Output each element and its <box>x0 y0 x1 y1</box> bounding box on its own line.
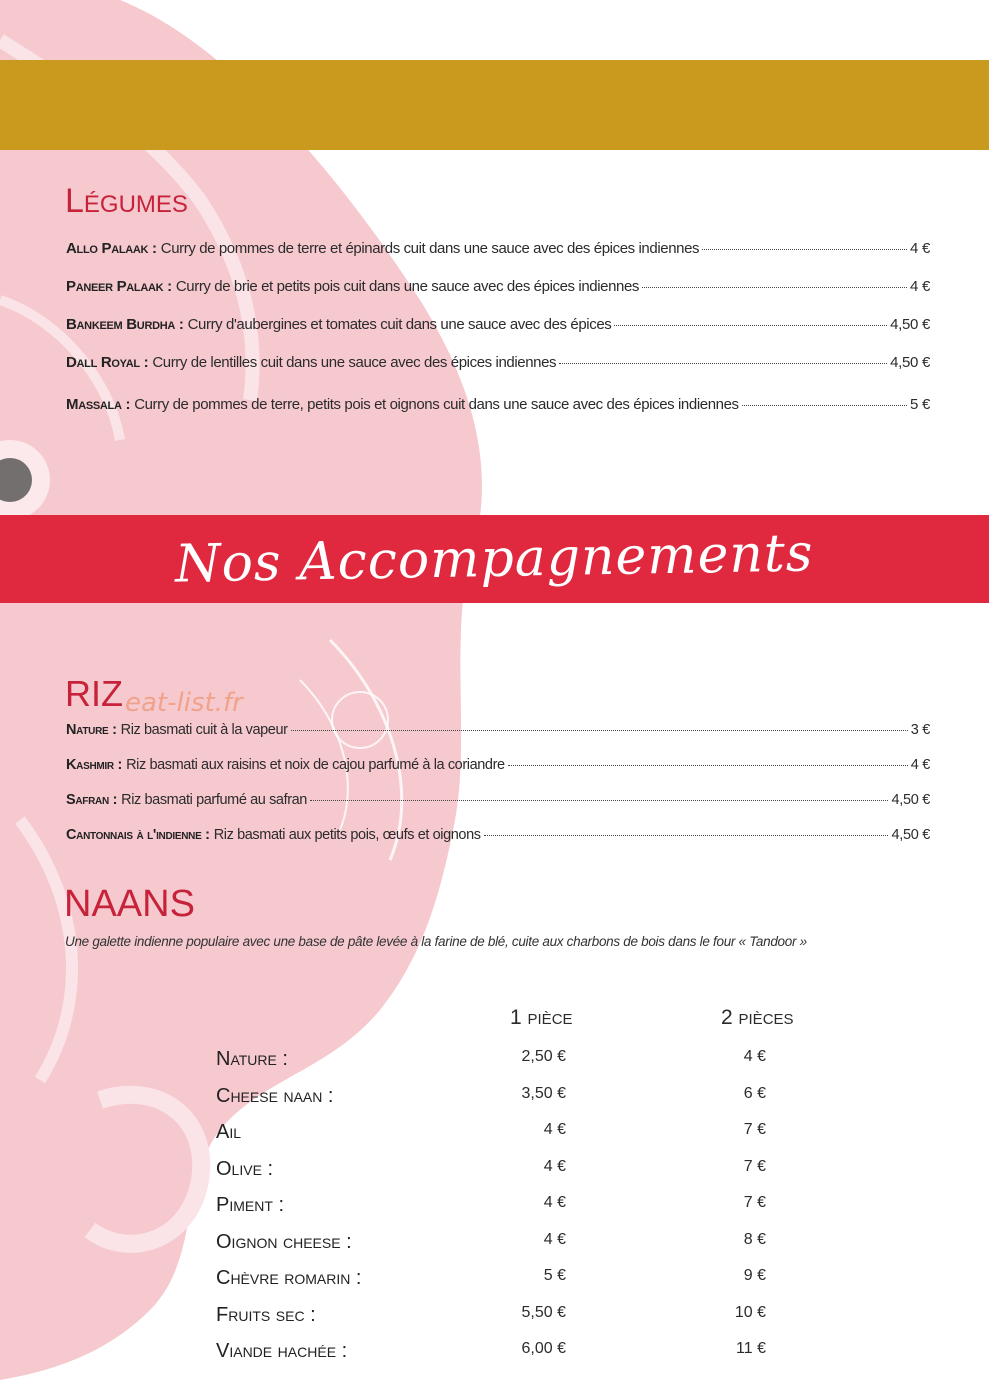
table-row <box>216 1263 816 1300</box>
price-two-pieces: 8 € <box>743 1230 766 1248</box>
item-description: Riz basmati parfumé au safran <box>121 792 307 808</box>
naan-name: Fruits sec : <box>216 1303 316 1326</box>
price-one-piece: 3,50 € <box>521 1084 566 1102</box>
table-row <box>216 1081 816 1118</box>
price-one-piece: 5,50 € <box>521 1303 566 1321</box>
dot-leader <box>642 287 907 288</box>
legumes-list <box>66 240 930 434</box>
table-header <box>216 1006 816 1044</box>
price-one-piece: 4 € <box>543 1230 566 1248</box>
price-two-pieces: 7 € <box>743 1121 766 1138</box>
table-row <box>216 1227 816 1264</box>
item-description: Riz basmati aux petits pois, œufs et oignons <box>213 827 481 843</box>
table-row <box>216 1190 816 1227</box>
naans-title: NAANS <box>64 883 195 925</box>
dot-leader <box>559 363 887 364</box>
list-item <box>66 757 930 792</box>
list-item <box>66 278 930 316</box>
price-two-pieces: 7 € <box>743 1157 766 1175</box>
naan-name: Piment : <box>216 1194 285 1216</box>
naan-name: Olive : <box>216 1157 274 1180</box>
item-price: 4 € <box>910 757 930 773</box>
list-item <box>66 396 930 434</box>
item-price: 4,50 € <box>890 316 930 333</box>
riz-list <box>66 722 930 862</box>
table-row <box>216 1117 816 1154</box>
price-two-pieces: 10 € <box>734 1303 766 1321</box>
price-one-piece: 4 € <box>543 1157 566 1175</box>
dot-leader <box>702 249 907 250</box>
item-name: Paneer Palaak : <box>66 278 172 295</box>
riz-title: RIZ <box>65 673 123 714</box>
table-row <box>216 1154 816 1191</box>
dot-leader <box>310 800 889 801</box>
table-row <box>216 1300 816 1337</box>
dot-leader <box>484 835 889 836</box>
item-name: Dall Royal : <box>66 354 149 371</box>
naan-name: Chèvre romarin : <box>216 1267 362 1289</box>
item-name: Allo Palaak : <box>66 240 157 257</box>
list-item <box>66 827 930 862</box>
item-description: Riz basmati aux raisins et noix de cajou parfumé à la coriandre <box>126 757 505 773</box>
dot-leader <box>291 730 908 731</box>
item-description: Curry de pommes de terre, petits pois et oignons cuit dans une sauce avec des épices indiennes <box>134 396 739 413</box>
item-description: Curry de pommes de terre et épinards cuit dans une sauce avec des épices indiennes <box>160 240 700 257</box>
price-one-piece: 6,00 € <box>521 1340 566 1357</box>
watermark: eat-list.fr <box>125 688 243 718</box>
price-two-pieces: 7 € <box>743 1194 766 1211</box>
item-description: Riz basmati cuit à la vapeur <box>120 722 288 738</box>
item-name: Massala : <box>66 396 131 413</box>
naans-price-table <box>216 1006 816 1373</box>
item-description: Curry de brie et petits pois cuit dans une sauce avec des épices indiennes <box>175 278 640 295</box>
price-one-piece: 4 € <box>543 1121 566 1138</box>
dot-leader <box>508 765 908 766</box>
price-two-pieces: 6 € <box>743 1084 766 1102</box>
item-name: Cantonnais à l'indienne : <box>66 827 210 843</box>
naan-name: Viande hachée : <box>216 1340 348 1362</box>
naans-description: Une galette indienne populaire avec une base de pâte levée à la farine de blé, cuite aux charbons de bois dans le four « Tandoor » <box>65 934 807 949</box>
list-item <box>66 240 930 278</box>
naan-name: Ail <box>216 1121 242 1143</box>
naan-name: Nature : <box>216 1048 288 1070</box>
table-row <box>216 1336 816 1373</box>
dot-leader <box>614 325 887 326</box>
column-header-two-pieces: 2 pièces <box>721 1006 794 1029</box>
item-description: Curry de lentilles cuit dans une sauce avec des épices indiennes <box>152 354 557 371</box>
item-price: 4 € <box>910 278 930 295</box>
price-one-piece: 4 € <box>543 1194 566 1211</box>
item-name: Nature : <box>66 722 117 738</box>
price-two-pieces: 4 € <box>743 1048 766 1065</box>
price-two-pieces: 9 € <box>743 1267 766 1284</box>
item-price: 4,50 € <box>890 354 930 371</box>
item-price: 4 € <box>910 240 930 257</box>
column-header-one-piece: 1 pièce <box>510 1006 573 1029</box>
list-item <box>66 316 930 354</box>
price-one-piece: 2,50 € <box>521 1048 566 1065</box>
list-item <box>66 722 930 757</box>
list-item <box>66 792 930 827</box>
table-row <box>216 1044 816 1081</box>
naan-name: Cheese naan : <box>216 1084 334 1107</box>
list-item <box>66 354 930 392</box>
item-price: 5 € <box>910 396 930 413</box>
item-price: 4,50 € <box>891 827 930 843</box>
legumes-title: Légumes <box>65 182 188 220</box>
naan-name: Oignon cheese : <box>216 1230 352 1253</box>
item-price: 3 € <box>910 722 930 738</box>
price-one-piece: 5 € <box>543 1267 566 1284</box>
item-name: Kashmir : <box>66 757 123 773</box>
banner-title: Nos Accompagnements <box>174 523 815 595</box>
dot-leader <box>742 405 907 406</box>
item-name: Safran : <box>66 792 118 808</box>
item-name: Bankeem Burdha : <box>66 316 184 333</box>
price-two-pieces: 11 € <box>736 1340 766 1357</box>
item-price: 4,50 € <box>891 792 930 808</box>
item-description: Curry d'aubergines et tomates cuit dans une sauce avec des épices <box>187 316 612 333</box>
